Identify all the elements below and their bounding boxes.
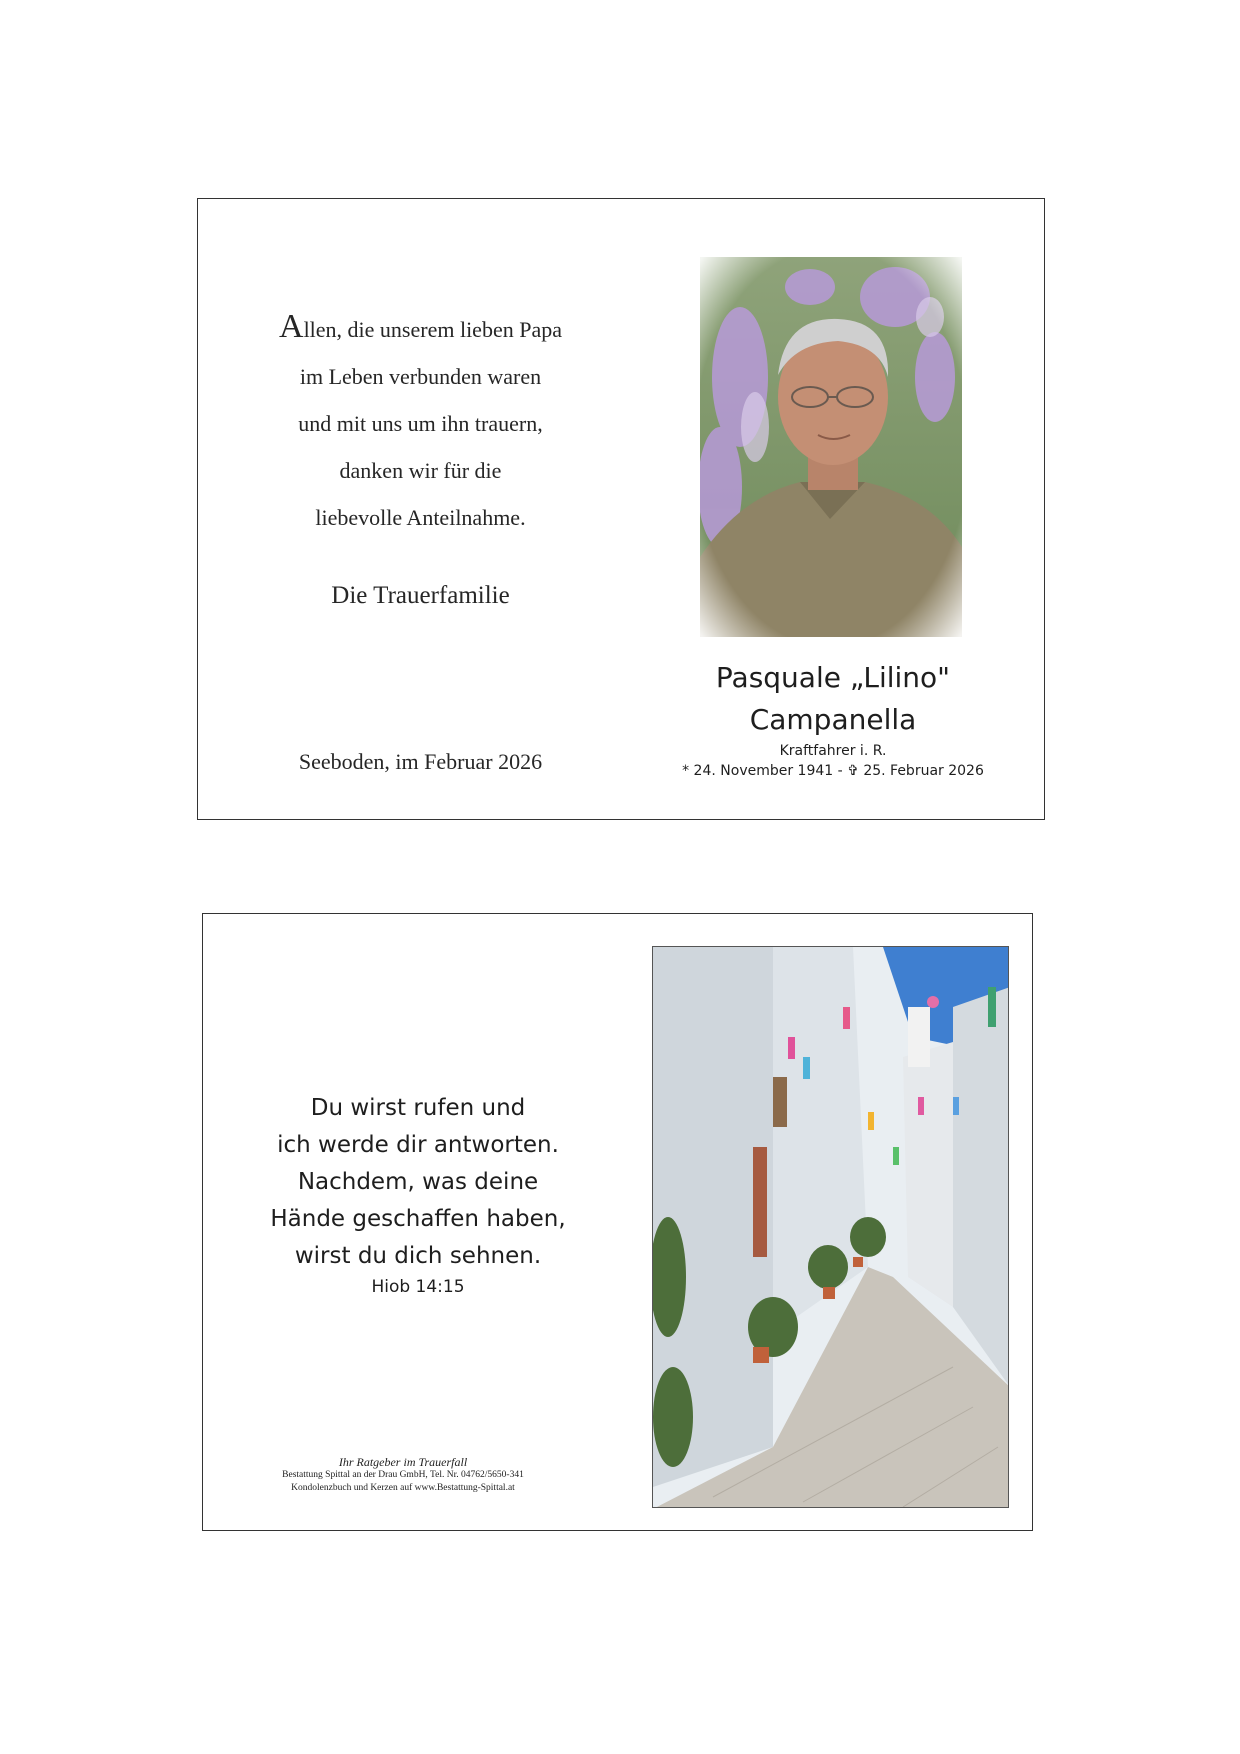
deceased-surname: Campanella: [749, 703, 917, 736]
verse-line: Du wirst rufen und: [310, 1095, 526, 1121]
thanks-line: und mit uns um ihn trauern,: [298, 411, 543, 436]
alley-photo: [652, 946, 1009, 1508]
verse-line: Hände geschaffen haben,: [270, 1206, 566, 1232]
verse-line: wirst du dich sehnen.: [294, 1243, 542, 1269]
undertaker-company: Bestattung Spittal an der Drau GmbH, Tel. Nr. 04762/5650-341: [282, 1470, 524, 1480]
thanks-line: llen, die unserem lieben Papa: [303, 317, 562, 342]
bible-verse: [233, 1090, 603, 1299]
verse-line: ich werde dir antworten.: [277, 1132, 559, 1158]
undertaker-motto: Ihr Ratgeber im Trauerfall: [338, 1455, 468, 1469]
verse-line: Nachdem, was deine: [297, 1169, 539, 1195]
thanks-line: danken wir für die: [339, 458, 502, 483]
deceased-info: [638, 657, 1028, 779]
undertaker-web: Kondolenzbuch und Kerzen auf www.Bestattung-Spittal.at: [291, 1483, 515, 1493]
portrait-photo: [700, 257, 962, 637]
thanks-line: liebevolle Anteilnahme.: [315, 505, 526, 530]
place-date: Seeboden, im Februar 2026: [298, 749, 543, 774]
verse-reference: Hiob 14:15: [371, 1277, 465, 1297]
thanks-line: im Leben verbunden waren: [299, 364, 542, 389]
deceased-name: Pasquale „Lilino": [715, 661, 951, 694]
signature: Die Trauerfamilie: [331, 582, 510, 609]
obituary-card-front: [197, 198, 1045, 820]
obituary-card-back: [202, 913, 1033, 1531]
thanks-cap-letter: A: [279, 308, 304, 345]
thanks-text: [228, 303, 613, 541]
deceased-profession: Kraftfahrer i. R.: [779, 743, 887, 759]
undertaker-info: [253, 1456, 553, 1495]
life-dates: * 24. November 1941 - ✞ 25. Februar 2026: [682, 763, 984, 779]
